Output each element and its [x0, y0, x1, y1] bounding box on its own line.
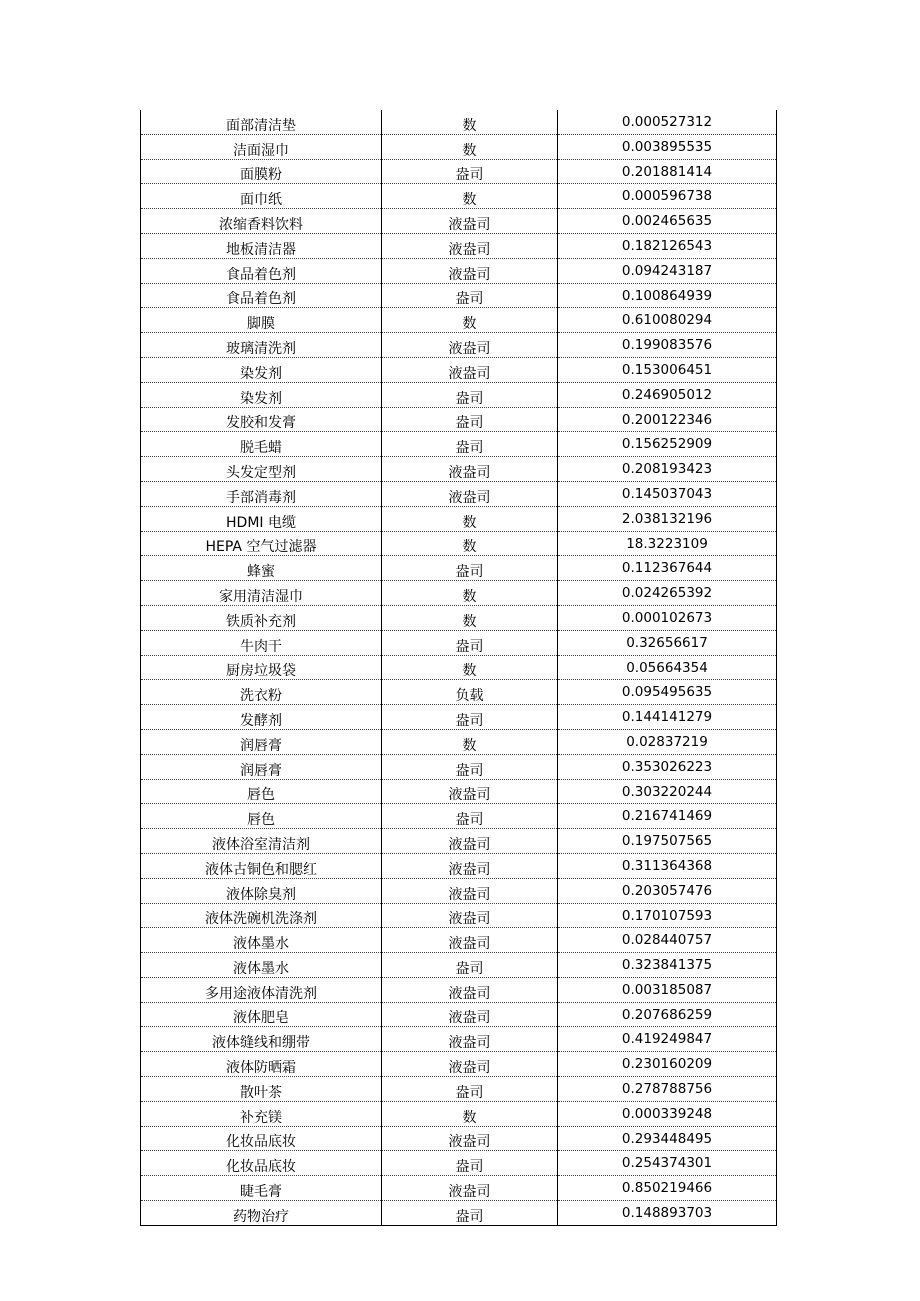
product-name-cell: 唇色: [141, 804, 382, 829]
table-row: [141, 258, 777, 283]
value-cell: 0.32656617: [558, 630, 777, 655]
value-cell: 0.148893703: [558, 1201, 777, 1226]
product-name-cell: 手部消毒剂: [141, 481, 382, 506]
table-row: [141, 233, 777, 258]
product-name-cell: 发胶和发膏: [141, 407, 382, 432]
product-name-cell: 食品着色剂: [141, 258, 382, 283]
table-row: [141, 878, 777, 903]
value-cell: 0.197507565: [558, 829, 777, 854]
value-cell: 0.207686259: [558, 1002, 777, 1027]
value-cell: 0.000102673: [558, 605, 777, 630]
value-cell: 0.000527312: [558, 110, 777, 134]
unit-cell: 液盎司: [382, 1002, 558, 1027]
unit-cell: 液盎司: [382, 853, 558, 878]
value-cell: 0.024265392: [558, 581, 777, 606]
unit-cell: 数: [382, 134, 558, 159]
value-cell: 0.144141279: [558, 705, 777, 730]
product-name-cell: 脚膜: [141, 308, 382, 333]
product-name-cell: 洗衣粉: [141, 680, 382, 705]
value-cell: 0.230160209: [558, 1052, 777, 1077]
product-name-cell: 面部清洁垫: [141, 110, 382, 134]
product-name-cell: 化妆品底妆: [141, 1126, 382, 1151]
unit-cell: 数: [382, 655, 558, 680]
product-name-cell: 洁面湿巾: [141, 134, 382, 159]
value-cell: 0.303220244: [558, 779, 777, 804]
table-row: [141, 357, 777, 382]
product-name-cell: 液体防晒霜: [141, 1052, 382, 1077]
unit-cell: 数: [382, 605, 558, 630]
value-cell: 0.112367644: [558, 556, 777, 581]
product-name-cell: 润唇膏: [141, 754, 382, 779]
table-row: [141, 581, 777, 606]
unit-cell: 数: [382, 506, 558, 531]
unit-cell: 液盎司: [382, 779, 558, 804]
value-cell: 0.153006451: [558, 357, 777, 382]
unit-cell: 液盎司: [382, 903, 558, 928]
table-row: [141, 506, 777, 531]
unit-cell: 盎司: [382, 1151, 558, 1176]
product-name-cell: 液体墨水: [141, 928, 382, 953]
product-name-cell: 浓缩香料饮料: [141, 209, 382, 234]
table-row: [141, 655, 777, 680]
value-cell: 0.100864939: [558, 283, 777, 308]
table-row: [141, 1002, 777, 1027]
unit-cell: 盎司: [382, 432, 558, 457]
table-row: [141, 754, 777, 779]
product-name-cell: 铁质补充剂: [141, 605, 382, 630]
unit-cell: 盎司: [382, 630, 558, 655]
product-name-cell: 染发剂: [141, 357, 382, 382]
unit-cell: 数: [382, 729, 558, 754]
unit-cell: 液盎司: [382, 1027, 558, 1052]
unit-cell: 数: [382, 581, 558, 606]
value-cell: 0.278788756: [558, 1077, 777, 1102]
product-name-cell: 面巾纸: [141, 184, 382, 209]
table-row: [141, 903, 777, 928]
table-row: [141, 407, 777, 432]
unit-cell: 液盎司: [382, 357, 558, 382]
value-cell: 0.199083576: [558, 333, 777, 358]
unit-cell: 液盎司: [382, 1176, 558, 1201]
table-row: [141, 134, 777, 159]
product-name-cell: 发酵剂: [141, 705, 382, 730]
unit-cell: 数: [382, 184, 558, 209]
table-row: [141, 184, 777, 209]
product-name-cell: 脱毛蜡: [141, 432, 382, 457]
unit-cell: 盎司: [382, 953, 558, 978]
unit-cell: 液盎司: [382, 928, 558, 953]
table-row: [141, 1077, 777, 1102]
unit-cell: 液盎司: [382, 481, 558, 506]
unit-cell: 盎司: [382, 705, 558, 730]
value-cell: 0.156252909: [558, 432, 777, 457]
value-cell: 0.201881414: [558, 159, 777, 184]
value-cell: 0.254374301: [558, 1151, 777, 1176]
unit-cell: 液盎司: [382, 878, 558, 903]
unit-cell: 盎司: [382, 556, 558, 581]
unit-cell: 盎司: [382, 804, 558, 829]
value-cell: 0.610080294: [558, 308, 777, 333]
unit-cell: 盎司: [382, 1201, 558, 1226]
product-name-cell: 散叶茶: [141, 1077, 382, 1102]
table-row: [141, 630, 777, 655]
value-cell: 0.028440757: [558, 928, 777, 953]
product-name-cell: 牛肉干: [141, 630, 382, 655]
unit-cell: 液盎司: [382, 977, 558, 1002]
value-cell: 0.170107593: [558, 903, 777, 928]
value-cell: 0.323841375: [558, 953, 777, 978]
value-cell: 18.3223109: [558, 531, 777, 556]
value-cell: 0.000596738: [558, 184, 777, 209]
product-name-cell: 药物治疗: [141, 1201, 382, 1226]
unit-cell: 液盎司: [382, 233, 558, 258]
table-row: [141, 729, 777, 754]
table-row: [141, 556, 777, 581]
value-cell: 0.850219466: [558, 1176, 777, 1201]
table-row: [141, 209, 777, 234]
value-cell: 0.216741469: [558, 804, 777, 829]
value-cell: 0.208193423: [558, 457, 777, 482]
table-row: [141, 853, 777, 878]
unit-cell: 液盎司: [382, 829, 558, 854]
product-name-cell: 头发定型剂: [141, 457, 382, 482]
value-cell: 0.145037043: [558, 481, 777, 506]
product-name-cell: 补充镁: [141, 1101, 382, 1126]
table-row: [141, 829, 777, 854]
unit-cell: 液盎司: [382, 209, 558, 234]
unit-cell: 盎司: [382, 159, 558, 184]
table-row: [141, 159, 777, 184]
table-row: [141, 432, 777, 457]
value-cell: 0.003895535: [558, 134, 777, 159]
unit-cell: 盎司: [382, 1077, 558, 1102]
product-name-cell: HEPA 空气过滤器: [141, 531, 382, 556]
value-cell: 0.200122346: [558, 407, 777, 432]
unit-cell: 数: [382, 531, 558, 556]
product-name-cell: 液体浴室清洁剂: [141, 829, 382, 854]
value-cell: 0.311364368: [558, 853, 777, 878]
unit-cell: 液盎司: [382, 333, 558, 358]
product-name-cell: 玻璃清洗剂: [141, 333, 382, 358]
product-name-cell: HDMI 电缆: [141, 506, 382, 531]
table-row: [141, 1027, 777, 1052]
product-name-cell: 染发剂: [141, 382, 382, 407]
table-row: [141, 977, 777, 1002]
unit-cell: 液盎司: [382, 457, 558, 482]
table-row: [141, 680, 777, 705]
product-name-cell: 地板清洁器: [141, 233, 382, 258]
value-cell: 0.05664354: [558, 655, 777, 680]
product-name-cell: 液体肥皂: [141, 1002, 382, 1027]
unit-cell: 液盎司: [382, 258, 558, 283]
table-row: [141, 457, 777, 482]
table-row: [141, 283, 777, 308]
value-cell: 0.02837219: [558, 729, 777, 754]
product-name-cell: 食品着色剂: [141, 283, 382, 308]
product-name-cell: 润唇膏: [141, 729, 382, 754]
table-row: [141, 928, 777, 953]
unit-cell: 液盎司: [382, 1126, 558, 1151]
table-row: [141, 804, 777, 829]
product-name-cell: 家用清洁湿巾: [141, 581, 382, 606]
table-row: [141, 1052, 777, 1077]
value-cell: 0.095495635: [558, 680, 777, 705]
value-cell: 0.419249847: [558, 1027, 777, 1052]
value-cell: 0.203057476: [558, 878, 777, 903]
unit-cell: 盎司: [382, 382, 558, 407]
product-name-cell: 液体缝线和绷带: [141, 1027, 382, 1052]
table-row: [141, 1151, 777, 1176]
product-name-cell: 唇色: [141, 779, 382, 804]
product-name-cell: 化妆品底妆: [141, 1151, 382, 1176]
table-row: [141, 1201, 777, 1226]
unit-cell: 盎司: [382, 283, 558, 308]
table-row: [141, 1101, 777, 1126]
unit-cell: 数: [382, 1101, 558, 1126]
value-cell: 0.000339248: [558, 1101, 777, 1126]
table-row: [141, 779, 777, 804]
unit-cell: 盎司: [382, 754, 558, 779]
product-name-cell: 面膜粉: [141, 159, 382, 184]
unit-cell: 液盎司: [382, 1052, 558, 1077]
value-cell: 0.353026223: [558, 754, 777, 779]
product-name-cell: 厨房垃圾袋: [141, 655, 382, 680]
table-row: [141, 308, 777, 333]
table-row: [141, 531, 777, 556]
table-row: [141, 1126, 777, 1151]
table-row: [141, 605, 777, 630]
unit-cell: 数: [382, 308, 558, 333]
value-cell: 0.003185087: [558, 977, 777, 1002]
table-row: [141, 953, 777, 978]
product-name-cell: 睫毛膏: [141, 1176, 382, 1201]
value-cell: 2.038132196: [558, 506, 777, 531]
unit-cell: 负载: [382, 680, 558, 705]
value-cell: 0.002465635: [558, 209, 777, 234]
value-cell: 0.094243187: [558, 258, 777, 283]
table-row: [141, 1176, 777, 1201]
table-body: [141, 110, 777, 1225]
product-name-cell: 液体墨水: [141, 953, 382, 978]
unit-conversion-table: [140, 110, 777, 1226]
table-row: [141, 333, 777, 358]
product-name-cell: 液体除臭剂: [141, 878, 382, 903]
table-row: [141, 705, 777, 730]
value-cell: 0.246905012: [558, 382, 777, 407]
value-cell: 0.293448495: [558, 1126, 777, 1151]
table-row: [141, 382, 777, 407]
product-name-cell: 液体古铜色和腮红: [141, 853, 382, 878]
table-row: [141, 481, 777, 506]
unit-cell: 数: [382, 110, 558, 134]
value-cell: 0.182126543: [558, 233, 777, 258]
product-name-cell: 蜂蜜: [141, 556, 382, 581]
table-row: [141, 110, 777, 134]
product-name-cell: 液体洗碗机洗涤剂: [141, 903, 382, 928]
unit-cell: 盎司: [382, 407, 558, 432]
product-name-cell: 多用途液体清洗剂: [141, 977, 382, 1002]
